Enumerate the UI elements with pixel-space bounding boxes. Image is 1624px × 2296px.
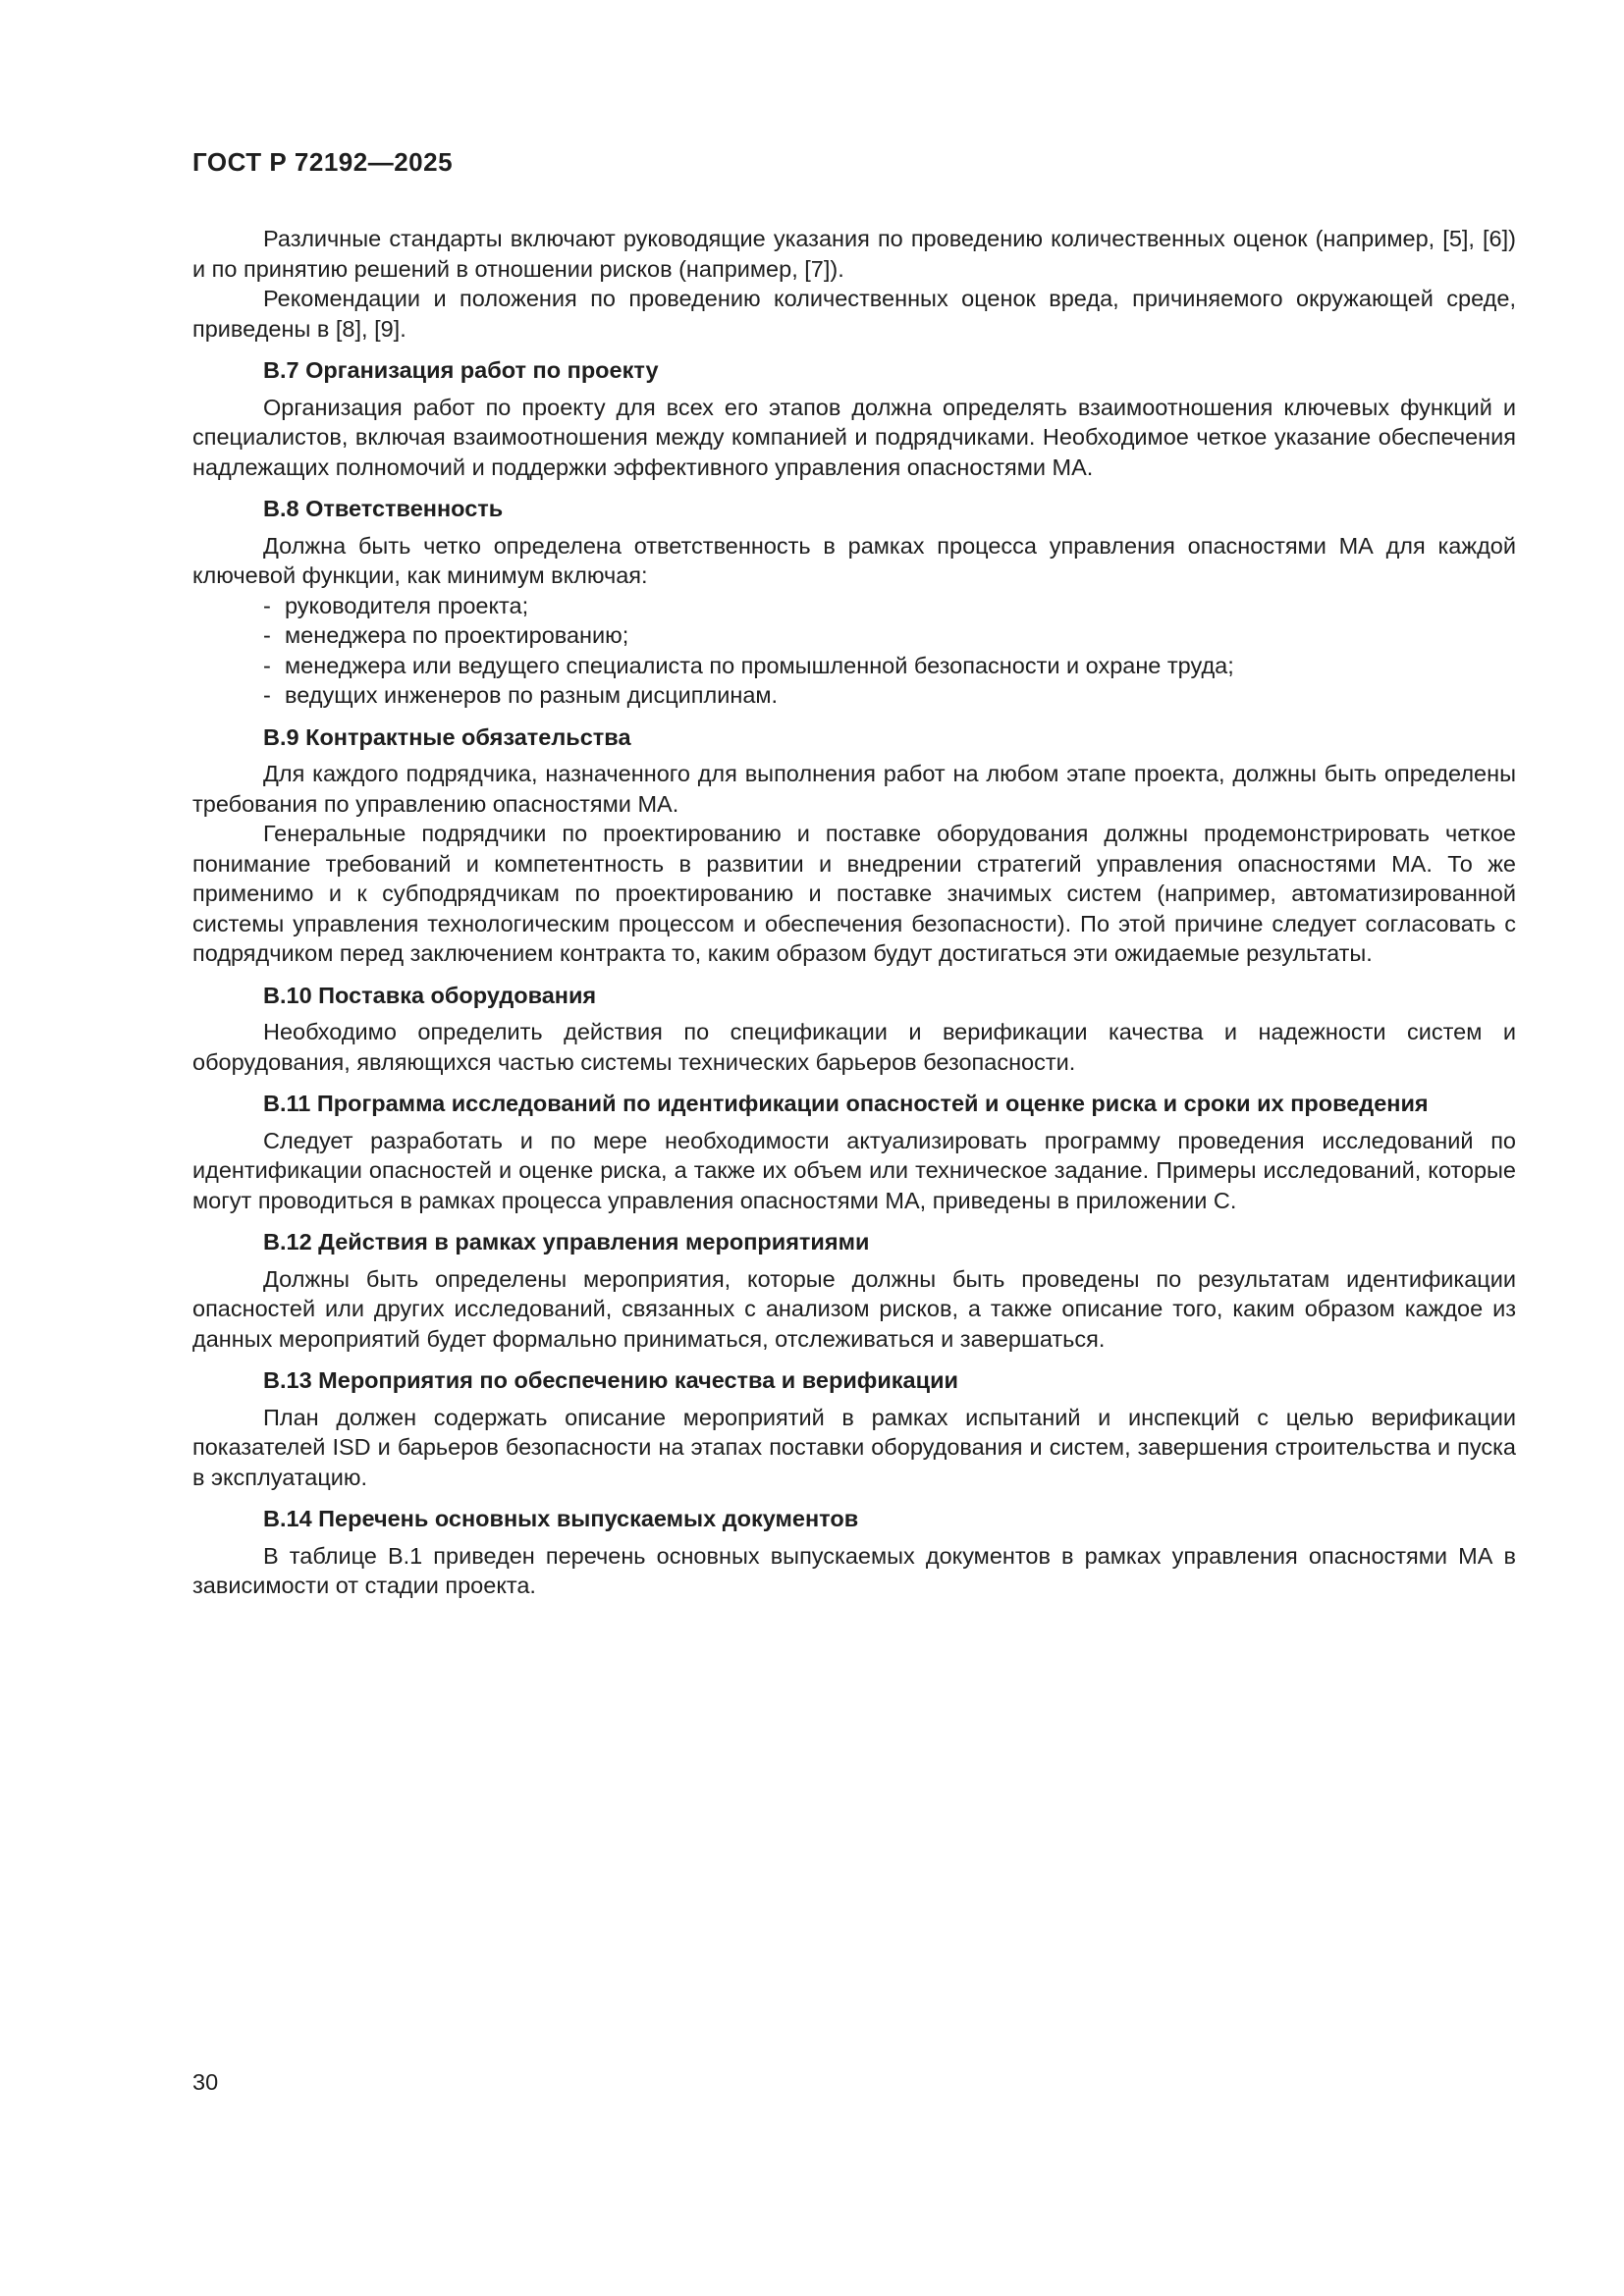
section-b11-heading: В.11 Программа исследований по идентификации опасностей и оценке риска и сроки их проведения bbox=[263, 1091, 1429, 1116]
section-b12-heading: В.12 Действия в рамках управления мероприятиями bbox=[263, 1229, 870, 1255]
list-item bbox=[192, 591, 1516, 621]
section-b14-heading: В.14 Перечень основных выпускаемых документов bbox=[263, 1506, 859, 1531]
list-item-text: менеджера или ведущего специалиста по промышленной безопасности и охране труда; bbox=[285, 652, 1234, 678]
section-b7-heading: В.7 Организация работ по проекту bbox=[263, 357, 659, 383]
section-b10-paragraph: Необходимо определить действия по спецификации и верификации качества и надежности систем и оборудования, являющихся частью системы технических барьеров безопасности. bbox=[192, 1019, 1516, 1075]
list-item bbox=[192, 620, 1516, 651]
document-header-title: ГОСТ Р 72192—2025 bbox=[192, 147, 454, 177]
list-item bbox=[192, 651, 1516, 681]
list-item-text: руководителя проекта; bbox=[285, 592, 529, 618]
section-b8-paragraph: Должна быть четко определена ответственность в рамках процесса управления опасностями МА для каждой ключевой функции, как минимум включая: bbox=[192, 532, 1516, 588]
list-dash: - bbox=[263, 652, 271, 678]
responsibility-list bbox=[192, 591, 1516, 711]
section-b9-paragraph-2: Генеральные подрядчики по проектированию и поставке оборудования должны продемонстрировать четкое понимание требований и компетентность в развитии и внедрении стратегий управления опасностями МА. То же применимо и к субподрядчикам по проектированию и поставке значимых систем (например, автоматизированной системы управления технологическим процессом и обеспечения безопасности). По этой причине следует согласовать с подрядчиком перед заключением контракта то, каким образом будут достигаться эти ожидаемые результаты. bbox=[192, 821, 1516, 966]
page-number: 30 bbox=[192, 2069, 219, 2095]
section-b9-heading: В.9 Контрактные обязательства bbox=[263, 723, 631, 750]
section-b11-paragraph: Следует разработать и по мере необходимости актуализировать программу проведения исследований по идентификации опасностей и оценке риска, а также их объем или техническое задание. Примеры исследований, которые могут проводиться в рамках процесса управления опасностями МА, приведены в приложении С. bbox=[192, 1127, 1516, 1213]
section-b10-heading: В.10 Поставка оборудования bbox=[263, 982, 597, 1008]
list-dash: - bbox=[263, 682, 271, 708]
section-b14-paragraph: В таблице В.1 приведен перечень основных выпускаемых документов в рамках управления опасностями МА в зависимости от стадии проекта. bbox=[192, 1542, 1516, 1598]
section-b9-paragraph-1: Для каждого подрядчика, назначенного для выполнения работ на любом этапе проекта, должны быть определены требования по управлению опасностями МА. bbox=[192, 761, 1516, 817]
intro-paragraph-1: Различные стандарты включают руководящие указания по проведению количественных оценок (например, [5], [6]) и по принятию решений в отношении рисков (например, [7]). bbox=[192, 226, 1516, 282]
list-item bbox=[192, 680, 1516, 711]
section-b7-paragraph: Организация работ по проекту для всех его этапов должна определять взаимоотношения ключевых функций и специалистов, включая взаимоотношения между компанией и подрядчиками. Необходимое четкое указание обеспечения надлежащих полномочий и поддержки эффективного управления опасностями МА. bbox=[192, 394, 1516, 480]
document-body bbox=[192, 224, 1516, 1601]
list-item-text: ведущих инженеров по разным дисциплинам. bbox=[285, 682, 779, 708]
intro-paragraph-2: Рекомендации и положения по проведению количественных оценок вреда, причиняемого окружающей среде, приведены в [8], [9]. bbox=[192, 286, 1516, 342]
section-b13-paragraph: План должен содержать описание мероприятий в рамках испытаний и инспекций с целью верификации показателей ISD и барьеров безопасности на этапах поставки оборудования и систем, завершения строительства и пуска в эксплуатацию. bbox=[192, 1404, 1516, 1490]
section-b8-heading: В.8 Ответственность bbox=[263, 496, 504, 521]
section-b12-paragraph: Должны быть определены мероприятия, которые должны быть проведены по результатам идентификации опасностей или других исследований, связанных с анализом рисков, а также описание того, каким образом каждое из данных мероприятий будет формально приниматься, отслеживаться и завершаться. bbox=[192, 1265, 1516, 1352]
list-dash: - bbox=[263, 592, 271, 618]
list-item-text: менеджера по проектированию; bbox=[285, 622, 629, 648]
list-dash: - bbox=[263, 622, 271, 648]
section-b13-heading: В.13 Мероприятия по обеспечению качества и верификации bbox=[263, 1367, 958, 1393]
